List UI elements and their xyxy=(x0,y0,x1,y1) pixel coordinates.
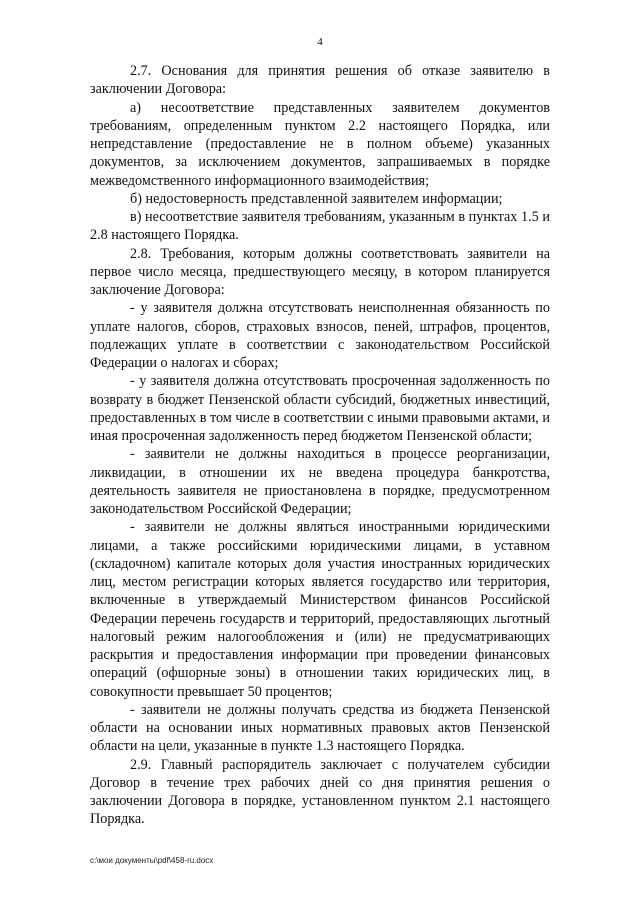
paragraph-2-8-item-3: - заявители не должны находиться в процессе реорганизации, ликвидации, в отношении их не введена процедура банкротства, деятельность заявителя не приостановлена в порядке, предусмотренном законодательством Российской Федерации; xyxy=(90,446,550,517)
paragraph-2-8-item-2: - у заявителя должна отсутствовать просроченная задолженность по возврату в бюджет Пензенской области субсидий, бюджетных инвестиций, предоставленных в том числе в соответствии с иными правовыми актами, и иная просроченная задолженность перед бюджетом Пензенской области; xyxy=(90,373,550,444)
paragraph-2-9: 2.9. Главный распорядитель заключает с получателем субсидии Договор в течение трех рабочих дней со дня принятия решения о заключении Договора в порядке, установленном пунктом 2.1 настоящего Порядка. xyxy=(90,756,550,828)
paragraph-2-8: 2.8. Требования, которым должны соответствовать заявители на первое число месяца, предшествующего месяцу, в котором планируется заключение Договора: xyxy=(90,245,550,298)
document-body xyxy=(90,62,550,829)
page-number: 4 xyxy=(317,36,323,48)
paragraph-2-7-v: в) несоответствие заявителя требованиям, указанным в пунктах 1.5 и 2.8 настоящего Порядка. xyxy=(90,209,550,244)
footer-file-path: c:\мои документы\pdf\458-ru.docx xyxy=(90,856,214,865)
paragraph-2-7-a: а) несоответствие представленных заявителем документов требованиям, определенным пунктом 2.2 настоящего Порядка, или непредставление (предоставление не в полном объеме) указанных документов, за исключением документов, запрашиваемых в порядке межведомственного информационного взаимодействия; xyxy=(90,99,550,189)
paragraph-2-8-item-4: - заявители не должны являться иностранными юридическими лицами, а также российскими юридическими лицами, в уставном (складочном) капитале которых доля участия иностранных юридических лиц, местом регистрации которых является государство или территория, включенные в утверждаемый Министерством финансов Российской Федерации перечень государств и территорий, предоставляющих льготный налоговый режим налогообложения и (или) не предусматривающих раскрытия и предоставления информации при проведении финансовых операций (офшорные зоны) в отношении таких юридических лиц, в совокупности превышает 50 процентов; xyxy=(90,519,550,700)
paragraph-2-8-item-5: - заявители не должны получать средства из бюджета Пензенской области на основании иных нормативных правовых актов Пензенской области на цели, указанные в пункте 1.3 настоящего Порядка. xyxy=(90,701,550,755)
paragraph-2-7-b: б) недостоверность представленной заявителем информации; xyxy=(130,190,503,207)
paragraph-2-7: 2.7. Основания для принятия решения об отказе заявителю в заключении Договора: xyxy=(90,63,550,98)
paragraph-2-8-item-1: - у заявителя должна отсутствовать неисполненная обязанность по уплате налогов, сборов, страховых взносов, пеней, штрафов, процентов, подлежащих уплате в соответствии с законодательством Российской Федерации о налогах и сборах; xyxy=(90,300,550,371)
